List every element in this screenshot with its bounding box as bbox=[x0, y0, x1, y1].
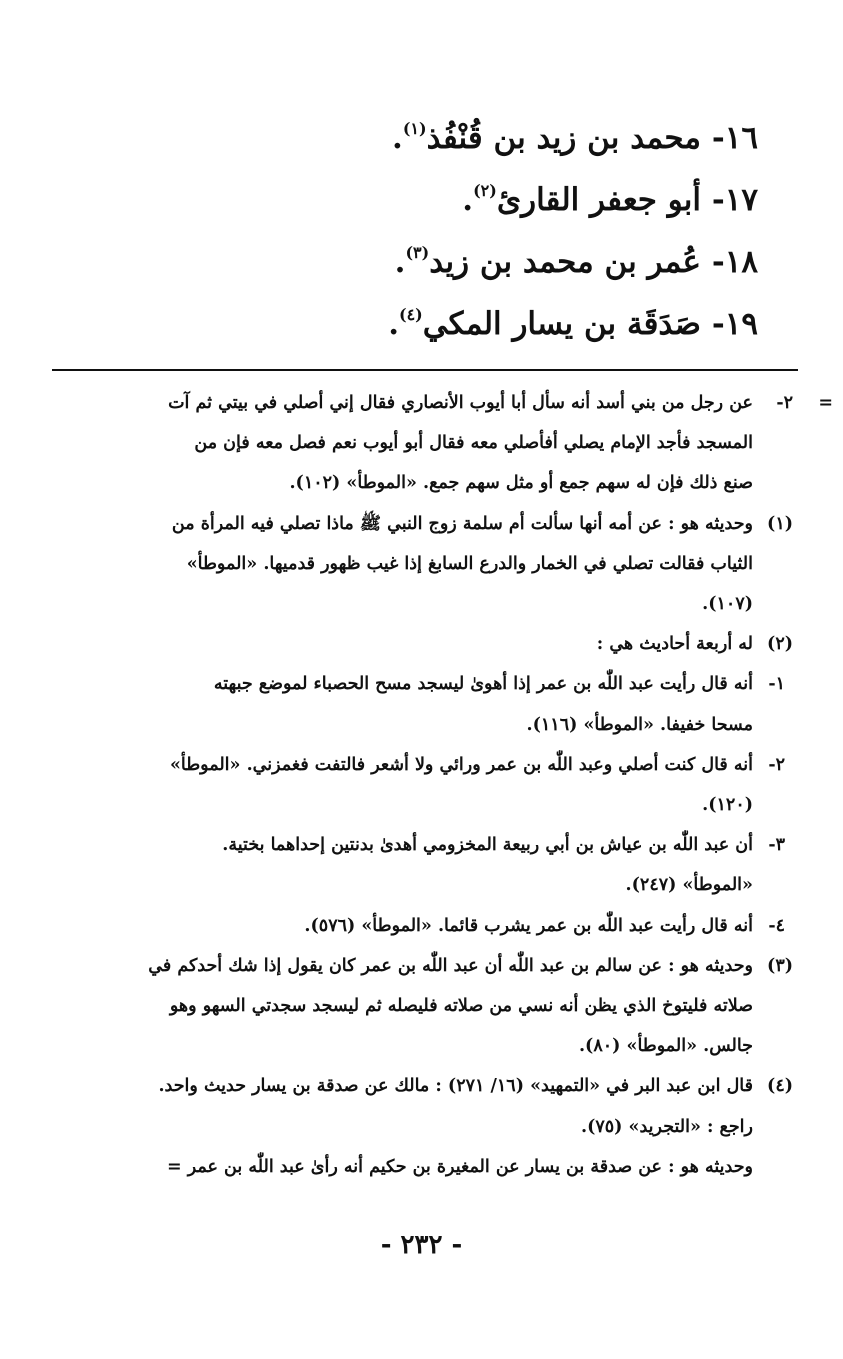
footnote-line: قال ابن عبد البر في «التمهيد» (١٦/ ٢٧١) : مالك عن صدقة بن يسار حديث واحد. bbox=[158, 1076, 753, 1097]
sub-item-number: ٢- bbox=[776, 393, 793, 413]
footnote-marker: (٢) bbox=[767, 634, 793, 655]
narrator-item bbox=[198, 160, 758, 222]
footnote-line: مسحا خفيفا. «الموطأ» (١١٦). bbox=[526, 714, 753, 735]
narrator-name: صَدَقَة بن يسار المكي bbox=[422, 306, 702, 342]
sub-item-number: ٤- bbox=[768, 915, 785, 936]
footnote-ref[interactable]: (٤) bbox=[398, 305, 423, 324]
item-end: . bbox=[388, 306, 399, 342]
footnote-line: وحديثه هو : عن صدقة بن يسار عن المغيرة بن حكيم أنه رأىٰ عبد اللّٰه بن عمر = bbox=[166, 1156, 753, 1177]
footnote-line: أن عبد اللّٰه بن عياش بن أبي ربيعة المخزومي أهدىٰ بدنتين إحداهما بختية. bbox=[222, 835, 753, 856]
footnote-sub-item bbox=[38, 825, 793, 905]
footnote-line: صلاته فليتوخ الذي يظن أنه نسي من صلاته فليصله ثم ليسجد سجدتي السهو وهو bbox=[169, 996, 753, 1017]
narrator-name: محمد بن زيد بن قُنْفُذ bbox=[426, 120, 702, 156]
footnote-1 bbox=[38, 504, 793, 625]
footnote-marker: (١) bbox=[767, 513, 793, 534]
footnote-sub-item bbox=[38, 906, 793, 946]
footnote-line: أنه قال رأيت عبد اللّٰه بن عمر إذا أهوىٰ ليسجد مسح الحصباء لموضع جبهته bbox=[213, 674, 753, 695]
footnote-line: الثياب فقالت تصلي في الخمار والدرع السابغ إذا غيب ظهور قدميها. «الموطأ» bbox=[186, 553, 753, 574]
sub-item-number: ٢- bbox=[768, 754, 785, 775]
footnote-line: أنه قال كنت أصلي وعبد اللّٰه بن عمر ورائي ولا أشعر فالتفت فغمزني. «الموطأ» bbox=[169, 754, 753, 775]
footnote-4 bbox=[38, 1066, 793, 1187]
narrator-name: أبو جعفر القارئ bbox=[496, 182, 702, 218]
footnote-marker: (٣) bbox=[767, 955, 793, 976]
continued-footnote bbox=[38, 383, 833, 504]
item-number: ١٨- bbox=[711, 244, 758, 280]
footnote-ref[interactable]: (٣) bbox=[405, 243, 430, 262]
narrator-item bbox=[198, 98, 758, 160]
footnote-3 bbox=[38, 946, 793, 1067]
footnote-line: وحديثه هو : عن سالم بن عبد اللّٰه أن عبد اللّٰه بن عمر كان يقول إذا شك أحدكم في bbox=[148, 955, 753, 976]
footnote-line: (١٢٠). bbox=[702, 795, 753, 816]
page-number: - ٢٣٢ - bbox=[380, 1230, 463, 1260]
footnotes-section bbox=[38, 383, 833, 1187]
footnote-sub-item bbox=[38, 664, 793, 744]
sub-item-number: ٣- bbox=[768, 835, 785, 856]
footnote-ref[interactable]: (١) bbox=[402, 119, 427, 138]
item-number: ١٩- bbox=[711, 306, 758, 342]
item-number: ١٦- bbox=[711, 120, 758, 156]
narrator-item bbox=[198, 284, 758, 346]
footnote-marker: (٤) bbox=[767, 1076, 793, 1097]
item-end: . bbox=[462, 182, 474, 218]
narrator-list bbox=[198, 98, 758, 346]
footnote-divider bbox=[52, 369, 798, 371]
narrator-name: عُمر بن محمد بن زيد bbox=[429, 244, 702, 280]
footnote-line: وحديثه هو : عن أمه أنها سألت أم سلمة زوج النبي ﷺ ماذا تصلي فيه المرأة من bbox=[171, 513, 753, 534]
footnote-sub-item bbox=[38, 745, 793, 825]
narrator-item bbox=[198, 222, 758, 284]
continuation-marker: = bbox=[818, 393, 833, 413]
item-number: ١٧- bbox=[711, 182, 758, 218]
footnote-line: «الموطأ» (٢٤٧). bbox=[625, 875, 753, 896]
item-end: . bbox=[394, 244, 406, 280]
footnote-line: جالس. «الموطأ» (٨٠). bbox=[578, 1036, 753, 1057]
footnote-line: عن رجل من بني أسد أنه سأل أبا أيوب الأنصاري فقال إني أصلي في بيتي ثم آت bbox=[168, 393, 753, 413]
footnote-line: أنه قال رأيت عبد اللّٰه بن عمر يشرب قائما. «الموطأ» (٥٧٦). bbox=[304, 915, 753, 936]
footnote-ref[interactable]: (٢) bbox=[473, 181, 497, 200]
footnote-line: المسجد فأجد الإمام يصلي أفأصلي معه فقال أبو أيوب نعم فصل معه فإن من bbox=[194, 433, 753, 454]
footnote-line: راجع : «التجريد» (٧٥). bbox=[580, 1116, 753, 1137]
footnote-line: صنع ذلك فإن له سهم جمع أو مثل سهم جمع. «الموطأ» (١٠٢). bbox=[289, 473, 753, 494]
sub-item-number: ١- bbox=[768, 674, 785, 695]
item-end: . bbox=[392, 120, 403, 156]
footnote-intro: له أربعة أحاديث هي : bbox=[596, 634, 753, 655]
footnote-2 bbox=[38, 624, 793, 664]
footnote-line: (١٠٧). bbox=[702, 594, 753, 615]
